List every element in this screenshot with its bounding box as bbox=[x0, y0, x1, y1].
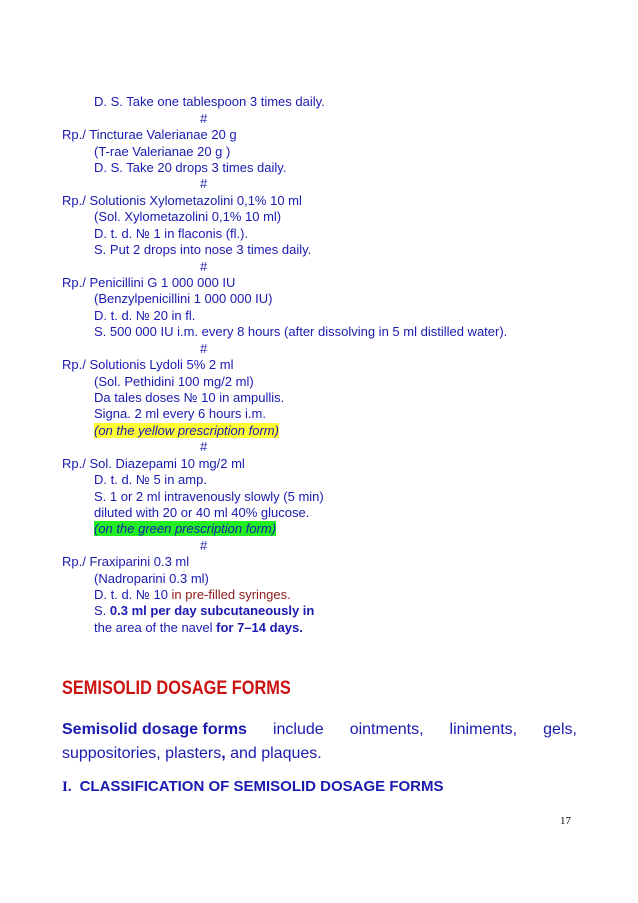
prescription-line: D. t. d. № 1 in flaconis (fl.). bbox=[94, 226, 249, 241]
intro-word: liniments, bbox=[449, 721, 518, 738]
intro-word: include bbox=[272, 721, 324, 738]
separator-hash: # bbox=[200, 259, 208, 274]
intro-paragraph-line-2 bbox=[62, 742, 577, 766]
prescription-line: (Sol. Xylometazolini 0,1% 10 ml) bbox=[94, 209, 282, 224]
intro-paragraph-line-1 bbox=[62, 718, 577, 742]
prescription-line bbox=[94, 587, 291, 603]
prescription-line: (Benzylpenicillini 1 000 000 IU) bbox=[94, 291, 273, 306]
prescription-text: S. bbox=[94, 603, 110, 618]
intro-text: suppositories, plasters bbox=[62, 745, 222, 762]
prescription-line: Rp./ Solutionis Xylometazolini 0,1% 10 ml bbox=[62, 193, 302, 208]
separator-hash: # bbox=[200, 439, 208, 454]
prescription-line: D. S. Take one tablespoon 3 times daily. bbox=[94, 94, 325, 109]
prescription-text: the area of the navel bbox=[94, 620, 217, 635]
heading-text: CLASSIFICATION OF SEMISOLID DOSAGE FORMS bbox=[79, 778, 444, 795]
separator-hash: # bbox=[200, 176, 208, 191]
prescription-line: D. t. d. № 20 in fl. bbox=[94, 308, 196, 323]
intro-word: gels, bbox=[543, 721, 577, 738]
intro-word: ointments, bbox=[349, 721, 424, 738]
separator-hash: # bbox=[200, 111, 208, 126]
yellow-form-note bbox=[94, 423, 279, 439]
intro-text: and plaques. bbox=[225, 745, 322, 762]
prescription-line: Rp./ Penicillini G 1 000 000 IU bbox=[62, 275, 236, 290]
prescription-line: (Sol. Pethidini 100 mg/2 ml) bbox=[94, 374, 254, 389]
separator-hash: # bbox=[200, 538, 208, 553]
green-highlight: (on the green prescription form) bbox=[94, 521, 277, 536]
prescription-line: Rp./ Fraxiparini 0.3 ml bbox=[62, 554, 190, 569]
prescription-line: S. 500 000 IU i.m. every 8 hours (after dissolving in 5 ml distilled water). bbox=[94, 324, 508, 339]
prescription-line bbox=[94, 620, 303, 636]
intro-comma: , bbox=[221, 745, 226, 762]
prescription-line: (T-rae Valerianae 20 g ) bbox=[94, 144, 231, 159]
heading-number: I. bbox=[62, 779, 72, 795]
yellow-highlight: (on the yellow prescription form) bbox=[94, 423, 279, 438]
prescription-line: Rp./ Sol. Diazepami 10 mg/2 ml bbox=[62, 456, 245, 471]
prescription-line bbox=[94, 603, 314, 619]
prescription-line: Rp./ Tincturae Valerianae 20 g bbox=[62, 127, 237, 142]
green-form-note bbox=[94, 521, 276, 537]
page-number: 17 bbox=[560, 815, 571, 827]
prescription-line: Rp./ Solutionis Lydoli 5% 2 ml bbox=[62, 357, 234, 372]
prescription-line: D. S. Take 20 drops 3 times daily. bbox=[94, 160, 287, 175]
dose-text: 0.3 ml per day subcutaneously in bbox=[109, 603, 315, 618]
prescription-line: S. 1 or 2 ml intravenously slowly (5 min) bbox=[94, 489, 324, 504]
classification-heading bbox=[62, 778, 444, 796]
prescription-line: (Nadroparini 0.3 ml) bbox=[94, 571, 209, 586]
prescription-line: diluted with 20 or 40 ml 40% glucose. bbox=[94, 505, 310, 520]
prescription-text: D. t. d. № 10 bbox=[94, 587, 168, 602]
separator-hash: # bbox=[200, 341, 208, 356]
prescription-line: Signa. 2 ml every 6 hours i.m. bbox=[94, 406, 266, 421]
prescription-line: D. t. d. № 5 in amp. bbox=[94, 472, 207, 487]
section-title: SEMISOLID DOSAGE FORMS bbox=[62, 678, 291, 699]
prescription-line: Da tales doses № 10 in ampullis. bbox=[94, 390, 285, 405]
duration-text: for 7–14 days. bbox=[216, 620, 303, 635]
prescription-line: S. Put 2 drops into nose 3 times daily. bbox=[94, 242, 312, 257]
intro-bold-term: Semisolid dosage forms bbox=[62, 721, 247, 738]
prefilled-syringes-text: in pre-filled syringes. bbox=[167, 587, 291, 602]
